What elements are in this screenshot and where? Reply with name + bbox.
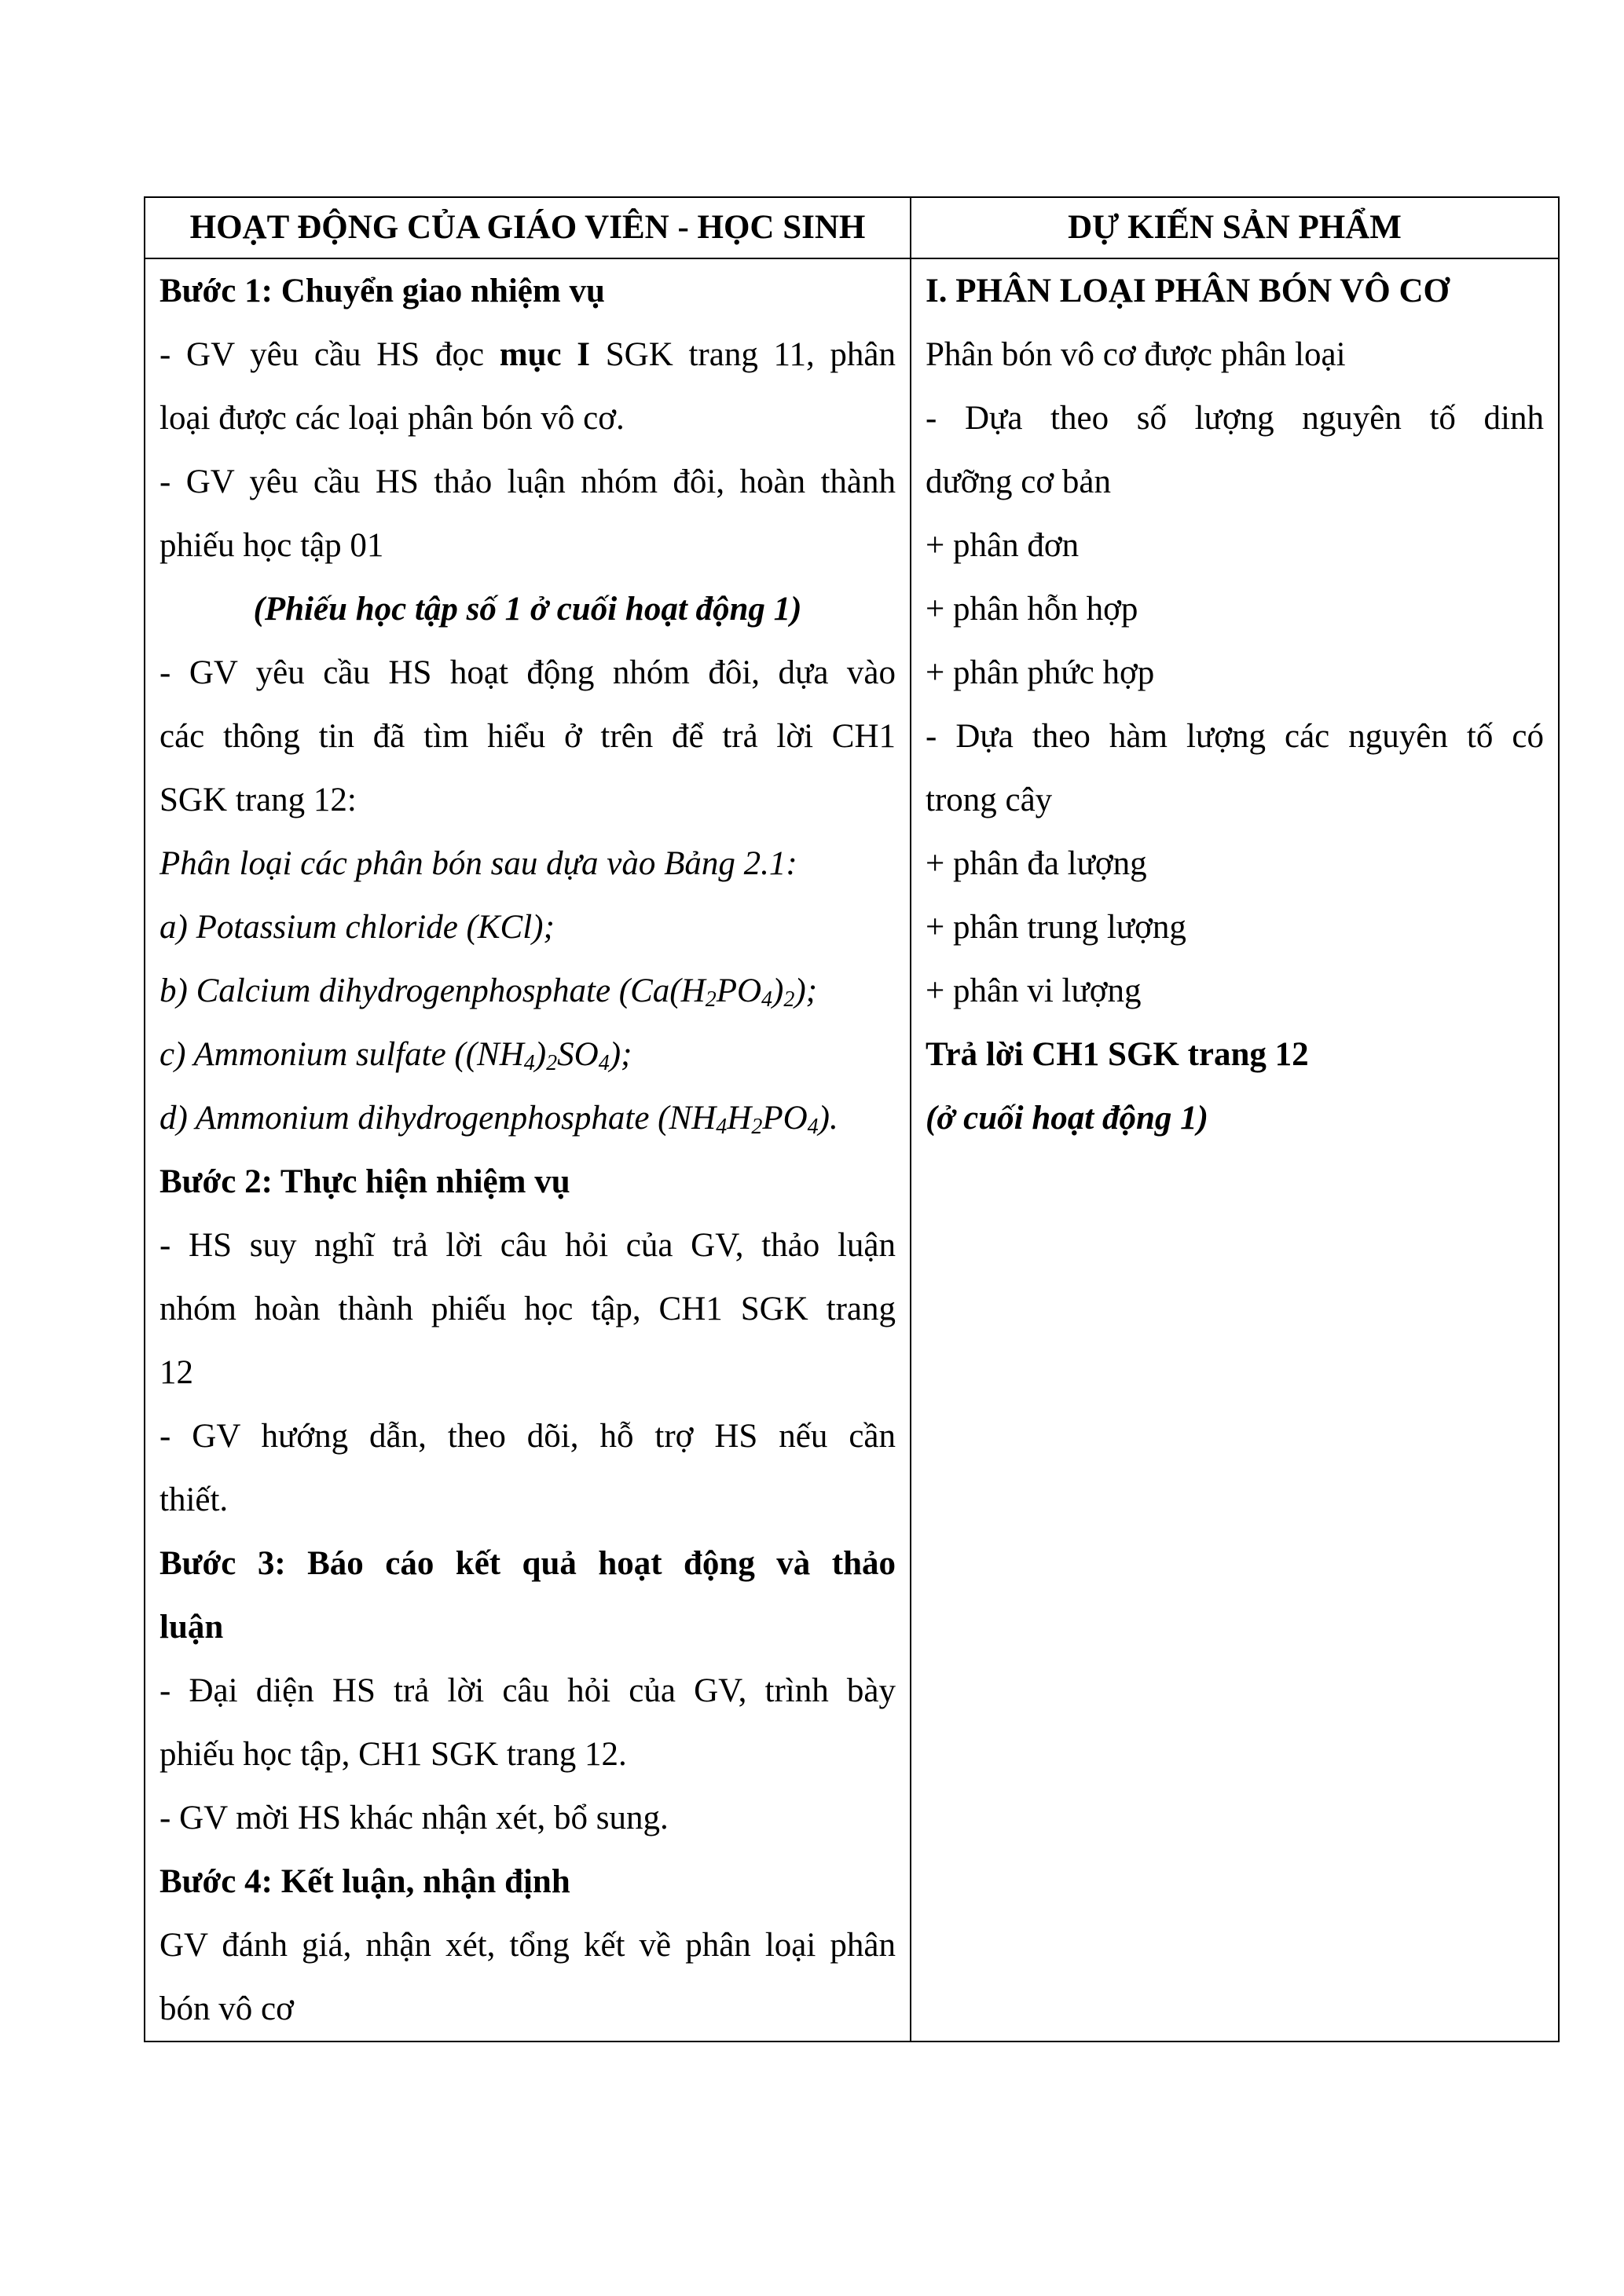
step-3-title-cont: luận (159, 1609, 224, 1646)
step-4-title: Bước 4: Kết luận, nhận định (159, 1863, 570, 1900)
text-line: - Đại diện HS trả lời câu hỏi của GV, trình bày (159, 1672, 896, 1709)
text-line: dưỡng cơ bản (926, 463, 1111, 500)
lesson-table (144, 196, 1560, 2042)
question-item-d: d) Ammonium dihydrogenphosphate $(NH_4H_2PO_4)$. (159, 1100, 838, 1139)
text-line: - GV yêu cầu HS hoạt động nhóm đôi, dựa vào (159, 654, 896, 691)
text-line: nhóm hoàn thành phiếu học tập, CH1 SGK trang (159, 1291, 896, 1327)
text-line: các thông tin đã tìm hiểu ở trên để trả lời CH1 (159, 718, 896, 755)
text-line: - Dựa theo hàm lượng các nguyên tố có (926, 718, 1544, 755)
list-item: + phân hỗn hợp (926, 591, 1138, 628)
list-item: + phân phức hợp (926, 654, 1155, 691)
text-line: GV đánh giá, nhận xét, tổng kết về phân loại phân (159, 1927, 896, 1964)
answer-note: (ở cuối hoạt động 1) (926, 1100, 1208, 1137)
text-line: - GV hướng dẫn, theo dõi, hỗ trợ HS nếu cần (159, 1418, 896, 1455)
text-line: - Dựa theo số lượng nguyên tố dinh (926, 400, 1544, 437)
header-teacher-student-activity: HOẠT ĐỘNG CỦA GIÁO VIÊN - HỌC SINH (145, 197, 911, 258)
header-expected-product: DỰ KIẾN SẢN PHẨM (911, 197, 1559, 258)
table-header-row (145, 197, 1559, 258)
section-title: I. PHÂN LOẠI PHÂN BÓN VÔ CƠ (926, 273, 1450, 309)
text-line: bón vô cơ (159, 1990, 294, 2027)
text-line: - GV yêu cầu HS đọc mục I SGK trang 11, phân (159, 336, 896, 373)
list-item: + phân trung lượng (926, 909, 1186, 946)
text-line: phiếu học tập, CH1 SGK trang 12. (159, 1736, 627, 1773)
step-1-title: Bước 1: Chuyển giao nhiệm vụ (159, 273, 605, 309)
text-line: loại được các loại phân bón vô cơ. (159, 400, 625, 437)
question-item-a: a) Potassium chloride (KCl); (159, 909, 555, 946)
text-line: - GV mời HS khác nhận xét, bổ sung. (159, 1800, 669, 1836)
table-body-row (145, 258, 1559, 2041)
activity-cell (145, 258, 911, 2041)
text-line: - GV yêu cầu HS thảo luận nhóm đôi, hoàn thành (159, 463, 896, 500)
step-2-title: Bước 2: Thực hiện nhiệm vụ (159, 1163, 570, 1200)
question-text: Phân loại các phân bón sau dựa vào Bảng 2.1: (159, 845, 797, 882)
question-item-c: c) Ammonium sulfate $((NH_4)_2SO_4)$; (159, 1036, 632, 1075)
step-3-title: Bước 3: Báo cáo kết quả hoạt động và thảo (159, 1545, 896, 1582)
worksheet-reference: (Phiếu học tập số 1 ở cuối hoạt động 1) (253, 591, 802, 628)
text-line: phiếu học tập 01 (159, 527, 384, 564)
answer-title: Trả lời CH1 SGK trang 12 (926, 1036, 1309, 1073)
text-line: - HS suy nghĩ trả lời câu hỏi của GV, thảo luận (159, 1227, 896, 1264)
text-line: thiết. (159, 1481, 229, 1518)
text-line: SGK trang 12: (159, 782, 357, 818)
text-line: 12 (159, 1354, 193, 1391)
product-cell (911, 258, 1559, 2041)
question-item-b: b) Calcium dihydrogenphosphate $(Ca(H_2PO_4)_2)$; (159, 972, 817, 1012)
text-line: Phân bón vô cơ được phân loại (926, 336, 1346, 373)
list-item: + phân đa lượng (926, 845, 1147, 882)
list-item: + phân đơn (926, 527, 1080, 564)
text-line: trong cây (926, 782, 1053, 818)
list-item: + phân vi lượng (926, 972, 1142, 1009)
